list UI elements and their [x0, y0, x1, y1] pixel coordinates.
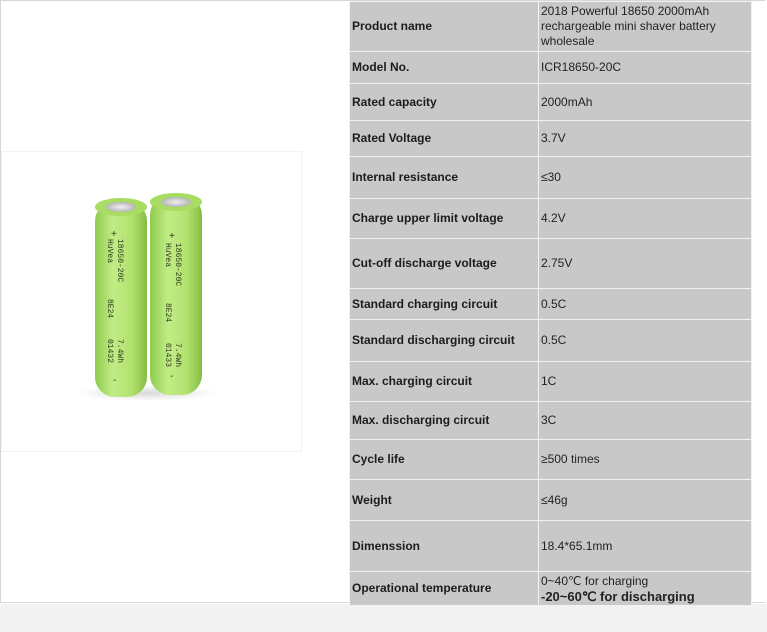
product-image-cell: [0, 1, 349, 602]
spec-label: Operational temperature: [350, 572, 539, 606]
spec-label: Rated capacity: [350, 84, 539, 121]
spec-value: 18.4*65.1mm: [539, 521, 752, 572]
spec-label: Charge upper limit voltage: [350, 199, 539, 239]
footer-strip: [0, 604, 767, 632]
spec-value: 0.5C: [539, 320, 752, 362]
spec-value: ICR18650-20C: [539, 52, 752, 84]
spec-value: 4.2V: [539, 199, 752, 239]
battery-right-serial: 01433: [163, 343, 172, 368]
table-row: [350, 289, 752, 320]
spec-label: Dimenssion: [350, 521, 539, 572]
battery-left: [95, 198, 147, 397]
battery-right-label: 18650-20C: [173, 243, 182, 287]
table-row: [350, 362, 752, 402]
table-row: [350, 572, 752, 606]
table-row: [350, 480, 752, 521]
battery-left-brand: HuVea: [105, 239, 114, 264]
battery-right: [150, 193, 202, 395]
spec-value: ≥500 times: [539, 440, 752, 480]
table-row: [350, 239, 752, 289]
spec-value: 1C: [539, 362, 752, 402]
temp-charging: 0~40℃ for charging: [541, 573, 649, 588]
spec-value: ≤46g: [539, 480, 752, 521]
table-row: [350, 521, 752, 572]
battery-left-wh: 7.4Wh: [115, 339, 124, 364]
table-row: [350, 2, 752, 52]
battery-right-code: 8E24: [163, 303, 172, 323]
battery-left-serial: 01432: [105, 339, 114, 364]
table-row: [350, 440, 752, 480]
table-row: [350, 320, 752, 362]
battery-left-minus: -: [113, 375, 117, 386]
spec-label: Max. charging circuit: [350, 362, 539, 402]
table-row: [350, 157, 752, 199]
spec-label: Weight: [350, 480, 539, 521]
spec-label: Rated Voltage: [350, 121, 539, 157]
spec-value: 2.75V: [539, 239, 752, 289]
battery-left-code: 8E24: [105, 299, 114, 319]
spec-label: Standard discharging circuit: [350, 320, 539, 362]
spec-label: Cycle life: [350, 440, 539, 480]
battery-left-label: 18650-20C: [115, 239, 124, 283]
spec-label: Internal resistance: [350, 157, 539, 199]
table-row: [350, 121, 752, 157]
spec-label: Cut-off discharge voltage: [350, 239, 539, 289]
battery-right-wh: 7.4Wh: [173, 343, 182, 368]
spec-table: [349, 1, 752, 606]
battery-right-plus: +: [169, 231, 175, 242]
table-row: [350, 52, 752, 84]
battery-right-minus: -: [170, 371, 174, 382]
spec-value: [539, 572, 752, 606]
battery-left-plus: +: [111, 229, 117, 240]
temp-discharging: -20~60℃ for discharging: [541, 588, 695, 604]
spec-label: Product name: [350, 2, 539, 52]
table-row: [350, 402, 752, 440]
table-row: [350, 199, 752, 239]
spec-value: 3.7V: [539, 121, 752, 157]
battery-photo-svg: [1, 151, 302, 452]
table-row: [350, 84, 752, 121]
spec-value: 0.5C: [539, 289, 752, 320]
battery-right-brand: HuVea: [163, 243, 172, 268]
spec-label: Max. discharging circuit: [350, 402, 539, 440]
product-photo[interactable]: [1, 151, 302, 452]
spec-value: 2000mAh: [539, 84, 752, 121]
spec-value: 3C: [539, 402, 752, 440]
spec-value: 2018 Powerful 18650 2000mAh rechargeable mini shaver battery wholesale: [539, 2, 752, 52]
spec-label: Model No.: [350, 52, 539, 84]
spec-label: Standard charging circuit: [350, 289, 539, 320]
spec-value: ≤30: [539, 157, 752, 199]
